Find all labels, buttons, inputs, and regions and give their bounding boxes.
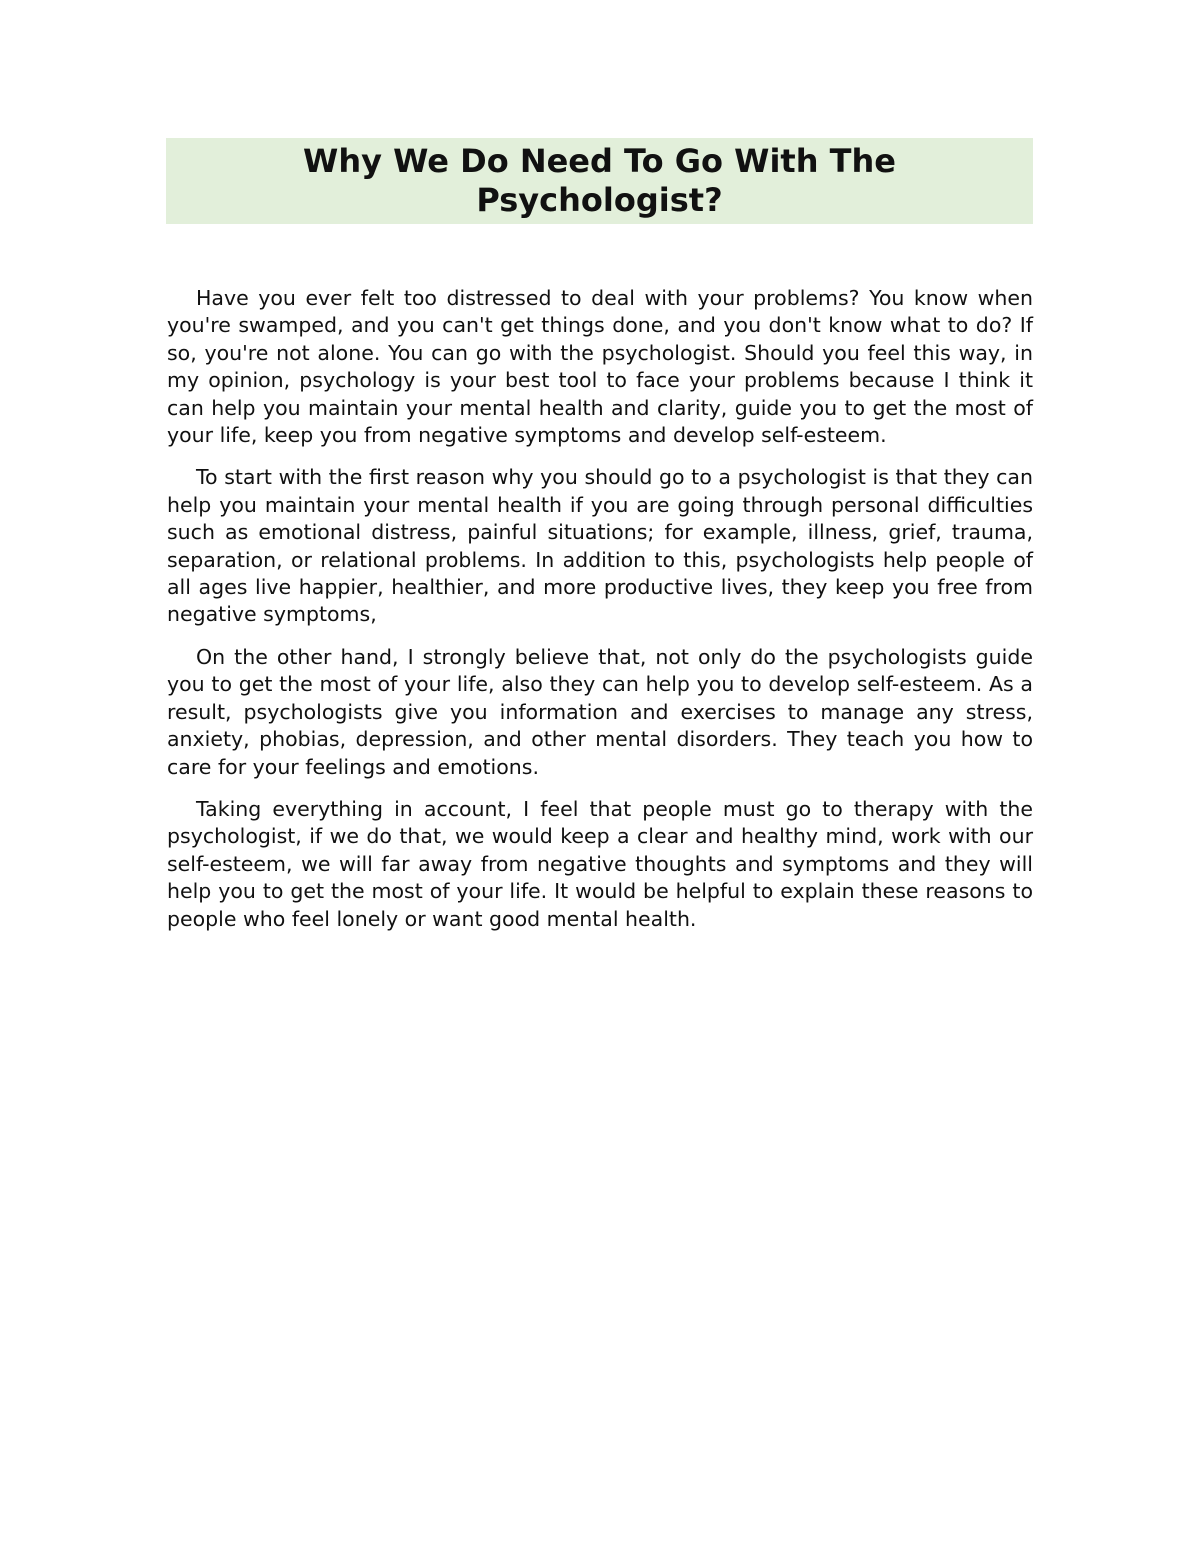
- title-banner: [166, 138, 1033, 224]
- document-body: [167, 285, 1033, 948]
- paragraph-introduction: Have you ever felt too distressed to deal with your problems? You know when you're swamped, and you can't get things done, and you don't know what to do? If so, you're not alone. You can go with the psychologist. Should you feel this way, in my opinion, psychology is your best tool to face your problems because I think it can help you maintain your mental health and clarity, guide you to get the most of your life, keep you from negative symptoms and develop self-esteem.: [167, 286, 1033, 448]
- paragraph-second-reason: On the other hand, I strongly believe that, not only do the psychologists guide you to get the most of your life, also they can help you to develop self-esteem. As a result, psychologists give you information and exercises to manage any stress, anxiety, phobias, depression, and other mental disorders. They teach you how to care for your feelings and emotions.: [167, 644, 1033, 779]
- paragraph-conclusion: Taking everything in account, I feel that people must go to therapy with the psychologist, if we do that, we would keep a clear and healthy mind, work with our self-esteem, we will far away from negative thoughts and symptoms and they will help you to get the most of your life. It would be helpful to explain these reasons to people who feel lonely or want good mental health.: [167, 796, 1033, 931]
- paragraph-first-reason: To start with the first reason why you should go to a psychologist is that they can help you maintain your mental health if you are going through personal difficulties such as emotional distress, painful situations; for example, illness, grief, trauma, separation, or relational problems. In addition to this, psychologists help people of all ages live happier, healthier, and more productive lives, they keep you free from negative symptoms,: [167, 465, 1033, 627]
- document-title: Why We Do Need To Go With The Psychologist?: [303, 142, 896, 219]
